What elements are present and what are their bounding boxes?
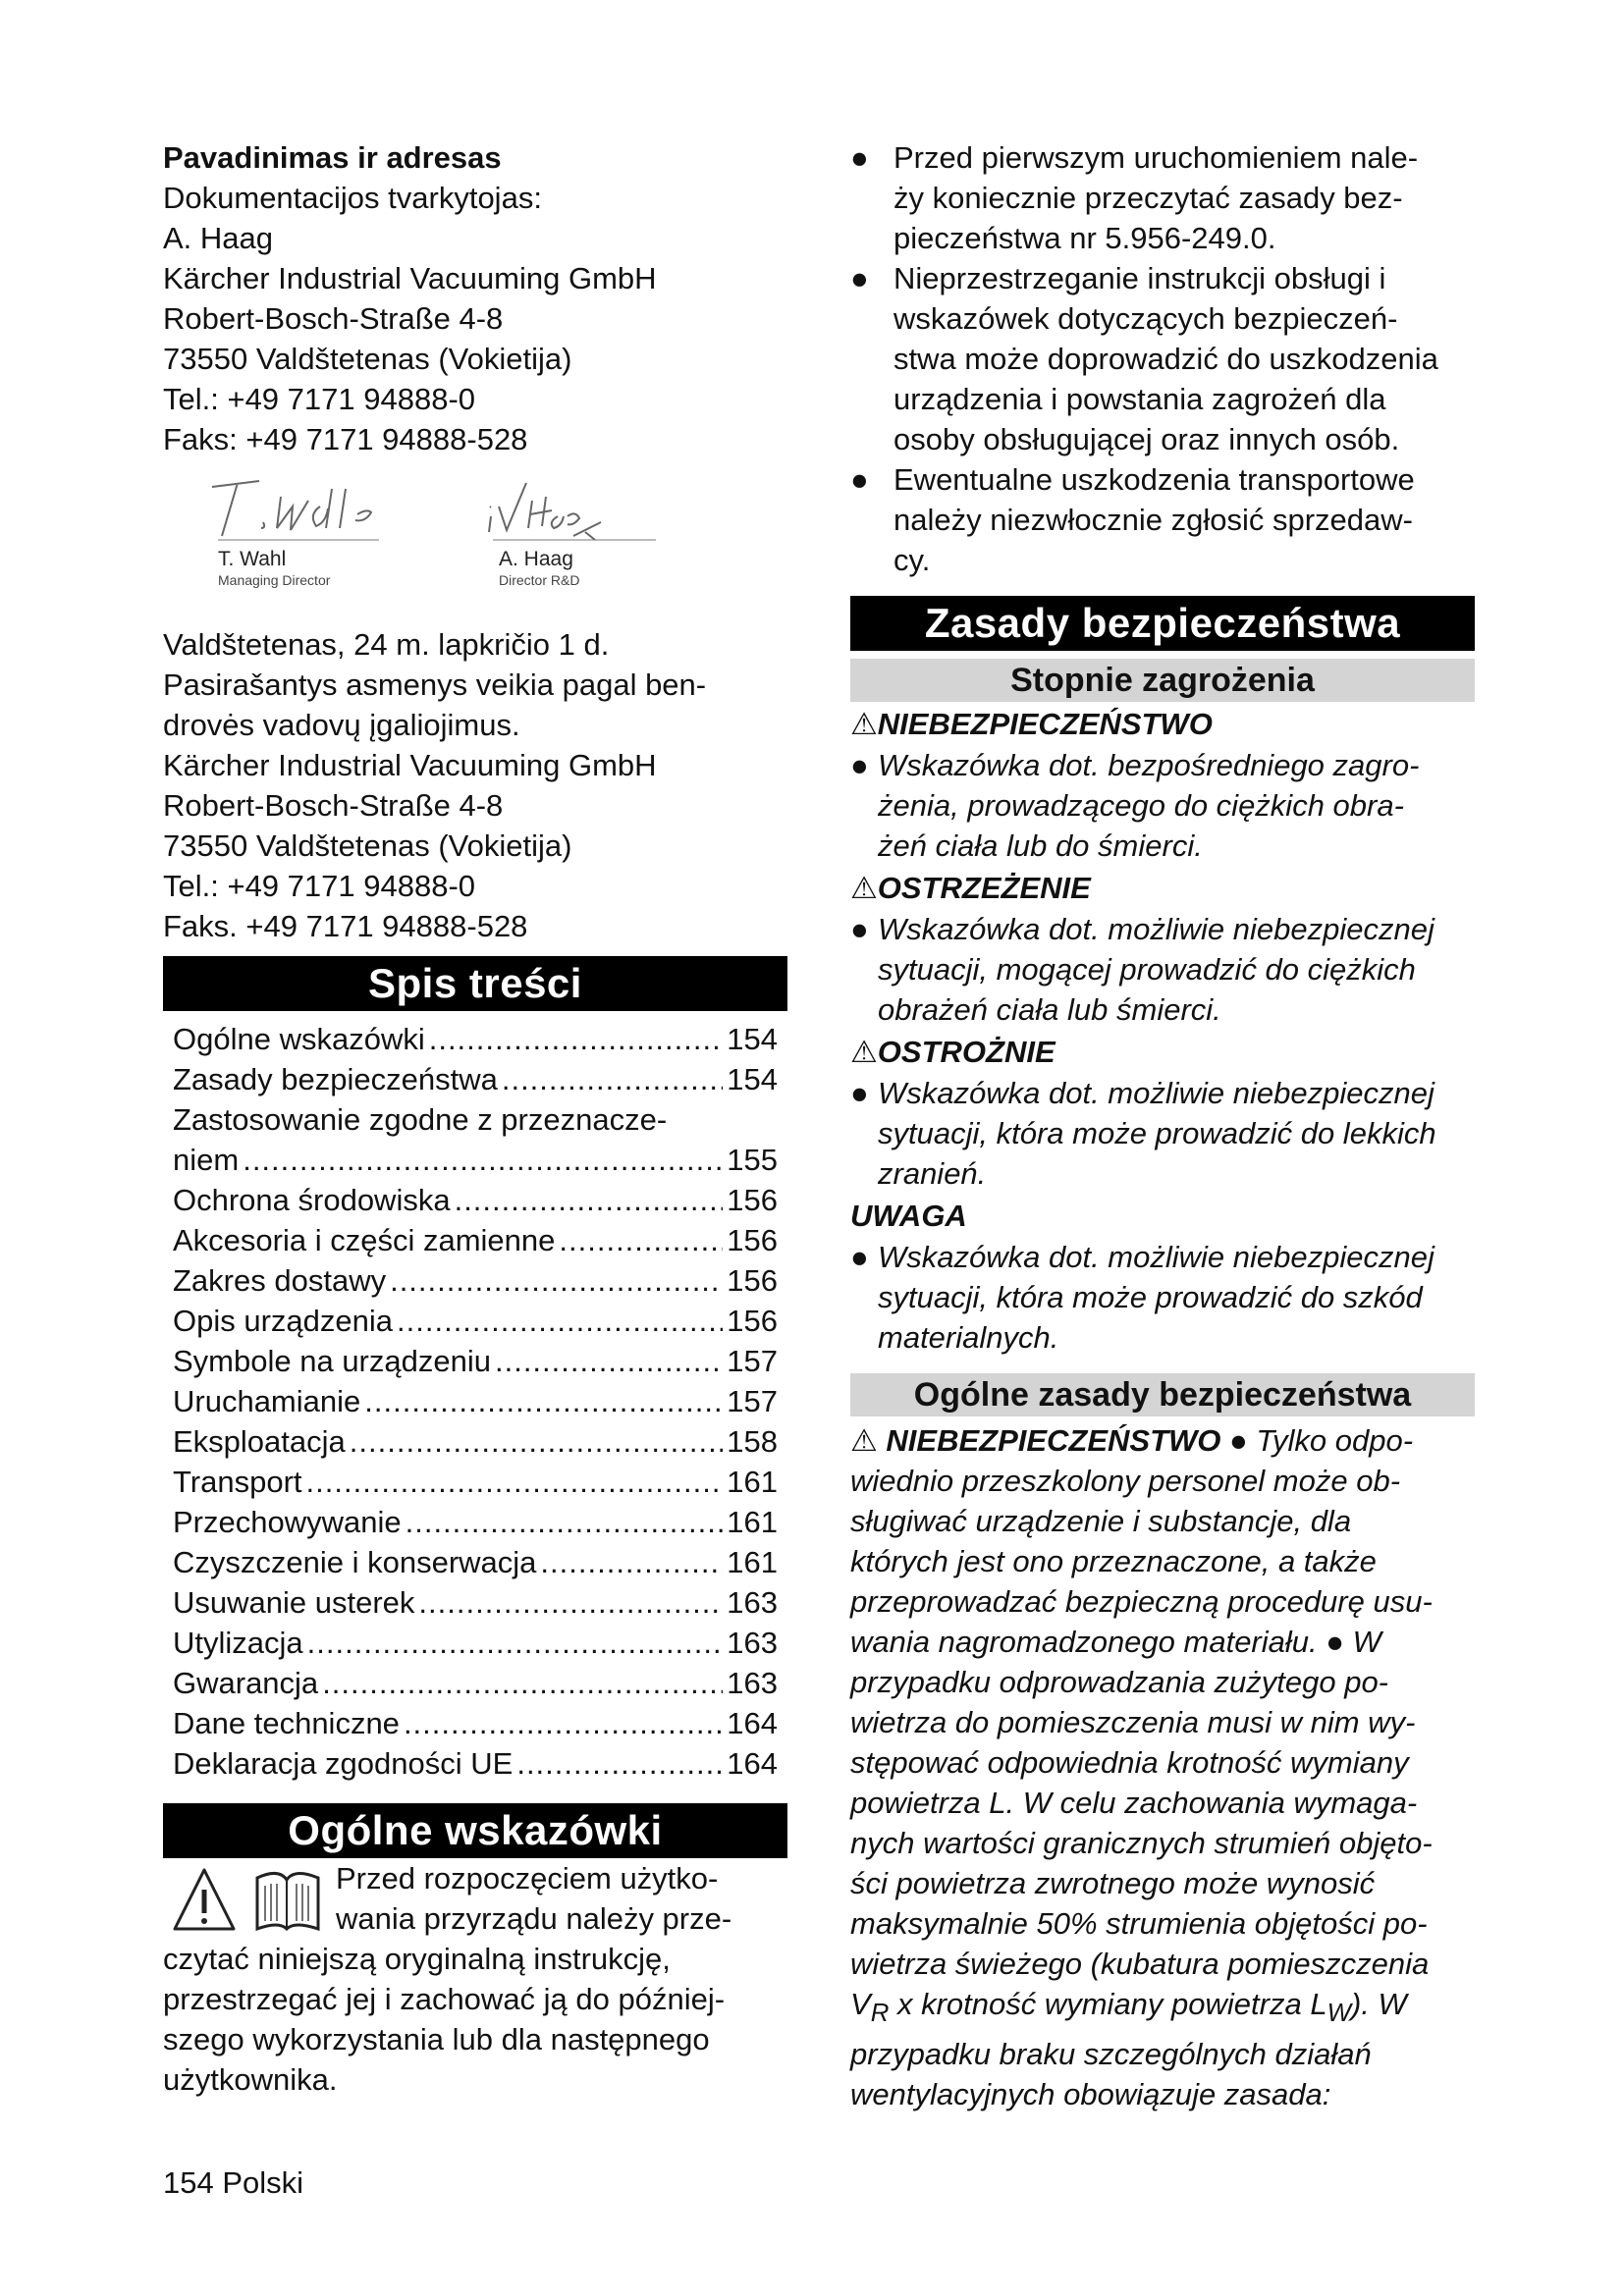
toc-leader [418, 1582, 723, 1623]
issue-line: drovės vadovų įgaliojimus. [163, 708, 520, 742]
bullet-line: wskazówek dotyczących bezpieczeń- [893, 301, 1398, 336]
toc-page: 157 [727, 1384, 778, 1418]
toc-leader [502, 1059, 723, 1099]
issue-block [163, 624, 787, 946]
general-line: szego wykorzystania lub dla następnego [163, 2022, 710, 2056]
toc-page: 163 [727, 1626, 778, 1660]
left-column [163, 137, 787, 2100]
toc-heading: Spis treści [163, 956, 787, 1011]
general-safety-line: wietrza do pomieszczenia musi w nim wy- [850, 1705, 1416, 1739]
hazard-line: sytuacji, mogącej prowadzić do ciężkich [878, 952, 1416, 987]
toc-page: 161 [727, 1465, 778, 1499]
general-safety-line: sługiwać urządzenie i substancje, dla [850, 1504, 1352, 1538]
toc-title: Gwarancja [173, 1666, 319, 1700]
toc-entry[interactable] [173, 1663, 778, 1703]
toc-page: 164 [727, 1706, 778, 1740]
hazard-line: żenia, prowadzącego do ciężkich obra- [878, 788, 1404, 823]
hazard-label-danger: ⚠NIEBEZPIECZEŃSTWO [850, 707, 1213, 741]
toc-entry-wrap[interactable] [173, 1099, 778, 1140]
toc-page: 158 [727, 1424, 778, 1459]
toc-title: Ochrona środowiska [173, 1183, 451, 1217]
list-item [850, 137, 1475, 258]
bullet-icon: ● [850, 1076, 869, 1110]
hazard-item [850, 1237, 1475, 1358]
general-safety-line: których jest ono przeznaczone, a także [850, 1544, 1377, 1578]
general-safety-first-line [850, 1420, 1475, 1461]
handwritten-signature-icon [183, 467, 399, 548]
bullet-icon: ● [850, 1240, 869, 1274]
general-safety-heading: Ogólne zasady bezpieczeństwa [850, 1373, 1475, 1416]
hazard-line: Wskazówka dot. możliwie niebezpiecznej [878, 912, 1435, 946]
formula-part: x krotność wymiany powietrza L [889, 1987, 1327, 2021]
issue-line: Pasirašantys asmenys veikia pagal ben- [163, 667, 707, 702]
hazard-line: sytuacji, która może prowadzić do szkód [878, 1280, 1423, 1314]
bullet-icon: ● [850, 462, 869, 497]
toc-title: Zakres dostawy [173, 1263, 387, 1298]
toc-leader [306, 1462, 724, 1502]
toc-title: Uruchamianie [173, 1384, 361, 1418]
toc-title: Zastosowanie zgodne z przeznacze- [173, 1102, 668, 1137]
general-safety-line: powietrza L. W celu zachowania wymaga- [850, 1786, 1418, 1820]
general-line: przestrzegać jej i zachować ją do później- [163, 1982, 726, 2016]
toc-page: 161 [727, 1545, 778, 1579]
toc-title: Eksploatacja [173, 1424, 346, 1459]
toc-entry[interactable] [173, 1301, 778, 1341]
toc-entry[interactable] [173, 1140, 778, 1180]
hazard-label-caution: ⚠OSTROŻNIE [850, 1035, 1056, 1069]
toc-page: 156 [727, 1304, 778, 1338]
signatures [163, 467, 787, 620]
formula-subscript: R [870, 2000, 890, 2028]
general-safety-line: stępować odpowiednia krotność wymiany [850, 1745, 1409, 1780]
signature-haag [463, 467, 679, 589]
toc-title: Przechowywanie [173, 1505, 402, 1539]
hazard-label-warning: ⚠OSTRZEŻENIE [850, 871, 1091, 905]
bullet-icon: ● [850, 748, 869, 782]
formula-part: ). W [1350, 1987, 1407, 2021]
address-line: 73550 Valdštetenas (Vokietija) [163, 342, 572, 376]
toc-page: 164 [727, 1746, 778, 1781]
table-of-contents [163, 1011, 787, 1784]
bullet-line: pieczeństwa nr 5.956-249.0. [893, 221, 1276, 255]
toc-leader [322, 1663, 723, 1703]
general-safety-line: wentylacyjnych obowiązuje zasada: [850, 2077, 1331, 2112]
address-heading: Pavadinimas ir adresas [163, 140, 502, 175]
hazard-line: zranień. [878, 1156, 987, 1191]
bullet-icon: ● [850, 912, 869, 946]
toc-leader [307, 1623, 724, 1663]
hazard-line: Wskazówka dot. bezpośredniego zagro- [878, 748, 1420, 782]
toc-leader [406, 1502, 724, 1542]
bullet-line: Ewentualne uszkodzenia transportowe [893, 462, 1415, 497]
toc-entry[interactable] [173, 1180, 778, 1220]
toc-entry[interactable] [173, 1582, 778, 1623]
toc-leader [495, 1341, 723, 1381]
general-safety-line: przeprowadzać bezpieczną procedurę usu- [850, 1584, 1433, 1619]
bullet-line: Przed pierwszym uruchomieniem nale- [893, 140, 1419, 175]
toc-title: Zasady bezpieczeństwa [173, 1062, 498, 1096]
address-line: Robert-Bosch-Straße 4-8 [163, 301, 504, 336]
toc-page: 157 [727, 1344, 778, 1378]
toc-title: Czyszczenie i konserwacja [173, 1545, 537, 1579]
bullet-icon: ● [850, 140, 869, 175]
toc-leader [390, 1260, 723, 1301]
toc-page: 156 [727, 1183, 778, 1217]
bullet-line: urządzenia i powstania zagrożeń dla [893, 382, 1386, 416]
toc-title: Utylizacja [173, 1626, 303, 1660]
toc-leader [540, 1542, 723, 1582]
toc-entry[interactable] [173, 1260, 778, 1301]
manual-book-icon [257, 1873, 318, 1929]
toc-entry[interactable] [173, 1341, 778, 1381]
list-item [850, 459, 1475, 580]
hazard-line: obrażeń ciała lub śmierci. [878, 992, 1221, 1027]
hazard-item [850, 745, 1475, 866]
toc-entry[interactable] [173, 1623, 778, 1663]
toc-leader [455, 1180, 724, 1220]
general-safety-line: ści powietrza zwrotnego może wynosić [850, 1866, 1376, 1900]
toc-entry[interactable] [173, 1743, 778, 1784]
toc-entry[interactable] [173, 1381, 778, 1421]
issue-line: Robert-Bosch-Straße 4-8 [163, 788, 504, 823]
bullet-line: ży koniecznie przeczytać zasady bez- [893, 181, 1403, 215]
toc-entry[interactable] [173, 1542, 778, 1582]
toc-title: Symbole na urządzeniu [173, 1344, 491, 1378]
toc-title: Usuwanie usterek [173, 1585, 415, 1620]
bullet-line: należy niezwłocznie zgłosić sprzedaw- [893, 503, 1413, 537]
issue-line: 73550 Valdštetenas (Vokietija) [163, 828, 572, 863]
toc-title: Ogólne wskazówki [173, 1022, 425, 1056]
address-line: Kärcher Industrial Vacuuming GmbH [163, 261, 657, 295]
right-column [850, 137, 1475, 2114]
toc-leader [429, 1019, 724, 1059]
general-safety-line: przypadku odprowadzania zużytego po- [850, 1665, 1389, 1699]
safety-heading: Zasady bezpieczeństwa [850, 596, 1475, 651]
address-line: Dokumentacijos tvarkytojas: [163, 181, 542, 215]
toc-entry[interactable] [173, 1220, 778, 1260]
formula-part: V [850, 1987, 871, 2021]
hazard-line: materialnych. [878, 1320, 1059, 1355]
hazard-line: sytuacji, która może prowadzić do lekkich [878, 1116, 1436, 1150]
issue-line: Kärcher Industrial Vacuuming GmbH [163, 748, 657, 782]
signer-role: Managing Director [218, 572, 331, 588]
general-line: użytkownika. [163, 2062, 338, 2097]
toc-title: Opis urządzenia [173, 1304, 394, 1338]
bullet-line: stwa może doprowadzić do uszkodzenia [893, 342, 1438, 376]
general-notice-head [163, 1858, 787, 1939]
address-block [163, 178, 787, 459]
toc-leader [350, 1421, 723, 1462]
bullet-icon: ● [850, 261, 869, 295]
toc-leader [404, 1703, 723, 1743]
toc-page: 163 [727, 1585, 778, 1620]
toc-leader [364, 1381, 723, 1421]
hazard-line: Wskazówka dot. możliwie niebezpiecznej [878, 1076, 1435, 1110]
address-line: Faks: +49 7171 94888-528 [163, 422, 528, 456]
issue-line: Tel.: +49 7171 94888-0 [163, 869, 476, 903]
danger-label: ⚠ NIEBEZPIECZEŃSTWO [850, 1423, 1221, 1458]
issue-line: Valdštetenas, 24 m. lapkričio 1 d. [163, 627, 610, 662]
toc-title: Deklaracja zgodności UE [173, 1746, 514, 1781]
general-safety-line: wania nagromadzonego materiału. ● W [850, 1625, 1381, 1659]
general-heading: Ogólne wskazówki [163, 1803, 787, 1858]
hazard-line: żeń ciała lub do śmierci. [878, 828, 1203, 863]
bullet-line: Nieprzestrzeganie instrukcji obsługi i [893, 261, 1386, 295]
toc-page: 156 [727, 1263, 778, 1298]
general-safety-text: ● Tylko odpo- [1229, 1423, 1414, 1458]
signer-name: T. Wahl [218, 548, 287, 570]
general-safety-line: nych wartości granicznych strumień objęto- [850, 1826, 1433, 1860]
notice-icons [171, 1864, 328, 1942]
general-safety-line: przypadku braku szczególnych działań [850, 2037, 1372, 2072]
toc-page: 154 [727, 1062, 778, 1096]
hazard-line: Wskazówka dot. możliwie niebezpiecznej [878, 1240, 1435, 1274]
toc-leader [516, 1743, 723, 1784]
bullet-line: osoby obsługującej oraz innych osób. [893, 422, 1400, 456]
issue-line: Faks. +49 7171 94888-528 [163, 909, 528, 943]
toc-leader [397, 1301, 723, 1341]
toc-title: niem [173, 1143, 240, 1177]
toc-page: 156 [727, 1223, 778, 1257]
toc-entry[interactable] [173, 1421, 778, 1462]
signer-name: A. Haag [499, 548, 573, 570]
list-item [850, 258, 1475, 459]
general-safety-line: wiednio przeszkolony personel może ob- [850, 1464, 1401, 1498]
bullet-line: cy. [893, 543, 931, 577]
handwritten-signature-icon [463, 467, 679, 548]
warning-icon [175, 1870, 234, 1929]
toc-page: 155 [727, 1143, 778, 1177]
general-line: czytać niniejszą oryginalną instrukcję, [163, 1942, 671, 1976]
hazard-item [850, 1073, 1475, 1194]
address-line: Tel.: +49 7171 94888-0 [163, 382, 476, 416]
toc-page: 161 [727, 1505, 778, 1539]
general-safety-line: wietrza świeżego (kubatura pomieszczenia [850, 1947, 1430, 1981]
hazard-item [850, 909, 1475, 1030]
toc-page: 163 [727, 1666, 778, 1700]
general-head-line: Przed rozpoczęciem użytko- [336, 1861, 719, 1896]
address-line: A. Haag [163, 221, 274, 255]
toc-leader [243, 1140, 723, 1180]
signer-role: Director R&D [499, 572, 580, 588]
signature-wahl [183, 467, 399, 589]
general-safety-formula-line [850, 1984, 1475, 2034]
toc-leader [559, 1220, 723, 1260]
toc-entry[interactable] [173, 1019, 778, 1059]
toc-entry[interactable] [173, 1703, 778, 1743]
toc-page: 154 [727, 1022, 778, 1056]
general-safety-line: maksymalnie 50% strumienia objętości po- [850, 1906, 1428, 1941]
toc-title: Akcesoria i części zamienne [173, 1223, 556, 1257]
formula-subscript: W [1326, 2000, 1351, 2028]
toc-title: Transport [173, 1465, 302, 1499]
toc-entry[interactable] [173, 1059, 778, 1099]
hazard-label-notice: UWAGA [850, 1199, 967, 1233]
page-footer: 154 Polski [163, 2165, 304, 2200]
toc-entry[interactable] [173, 1502, 778, 1542]
general-head-line: wania przyrządu należy prze- [336, 1901, 732, 1936]
hazard-levels-heading: Stopnie zagrożenia [850, 659, 1475, 702]
toc-entry[interactable] [173, 1462, 778, 1502]
toc-title: Dane techniczne [173, 1706, 400, 1740]
